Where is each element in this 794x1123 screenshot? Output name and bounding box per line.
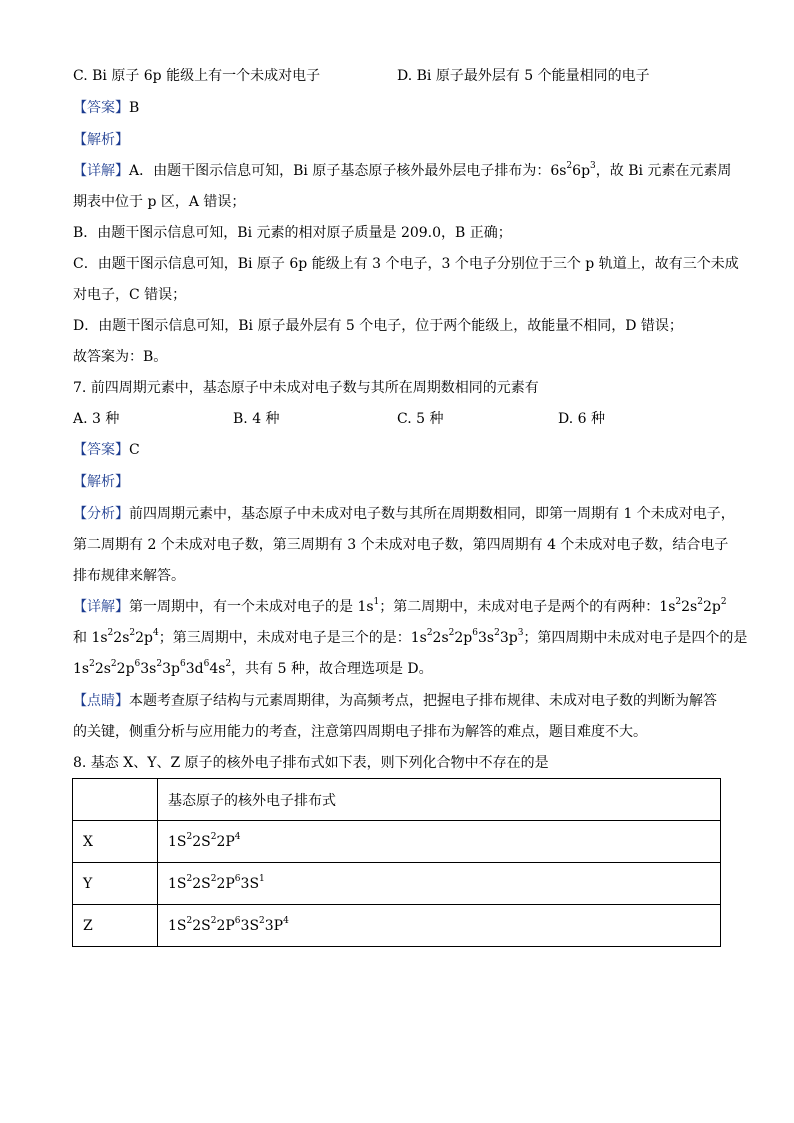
q7-analyze-line3: 排布规律来解答。 <box>73 568 185 584</box>
electron-config-table <box>72 778 721 947</box>
analysis-tag: 【解析】 <box>73 474 129 490</box>
q7-detail-line2: 和 $1s^22s^22p^4$；第三周期中，未成对电子是三个的是：$1s^22s^22p^63s^23p^3$；第四周期中未成对电子是四个的是 <box>73 628 748 646</box>
table-row <box>73 905 721 947</box>
config: $1s^22s^22p^4$ <box>91 628 159 646</box>
q7-analysis-line <box>73 472 129 492</box>
row-label: X <box>73 821 158 863</box>
row-config: $1S^22S^22P^4$ <box>158 821 721 863</box>
table-row <box>73 863 721 905</box>
table-header-cell: 基态原子的核外电子排布式 <box>158 779 721 821</box>
q8-stem: 8. 基态 X、Y、Z 原子的核外电子排布式如下表，则下列化合物中不存在的是 <box>73 755 549 771</box>
q7-option-c: C. 5 种 <box>397 411 444 427</box>
q6-conclusion: 故答案为：B。 <box>73 349 168 365</box>
q7-analyze-line2: 第二周期有 2 个未成对电子数，第三周期有 3 个未成对电子数，第四周期有 4 个未成对电子数，结合电子 <box>73 537 729 553</box>
q6-analysis-line <box>73 130 129 150</box>
table-header-cell <box>73 779 158 821</box>
row-config: $1S^22S^22P^63S^23P^4$ <box>158 905 721 947</box>
answer-value: B <box>129 100 140 116</box>
comment-tag: 【点睛】 <box>73 693 129 709</box>
q7-analyze-line1 <box>73 504 735 524</box>
q6-detail-a-line2: 期表中位于 p 区，A 错误； <box>73 194 246 210</box>
q6-option-c: C. Bi 原子 6p 能级上有一个未成对电子 <box>73 68 321 84</box>
analyze-tag: 【分析】 <box>73 506 129 522</box>
q6-detail-c-line1: C．由题干图示信息可知，Bi 原子 6p 能级上有 3 个电子，3 个电子分别位于三个 p 轨道上，故有三个未成 <box>73 256 739 272</box>
answer-value: C <box>129 442 140 458</box>
analysis-tag: 【解析】 <box>73 132 129 148</box>
detail-a-text: A．由题干图示信息可知，Bi 原子基态原子核外最外层电子排布为： <box>129 163 551 179</box>
config: $1s^22s^22p^63s^23p^3$ <box>410 628 524 646</box>
detail-tag: 【详解】 <box>73 163 129 179</box>
answer-tag: 【答案】 <box>73 442 129 458</box>
q7-option-a: A. 3 种 <box>73 411 120 427</box>
detail-tag: 【详解】 <box>73 599 129 615</box>
table-row <box>73 821 721 863</box>
q7-option-b: B. 4 种 <box>233 411 280 427</box>
q7-option-d: D. 6 种 <box>558 411 605 427</box>
answer-tag: 【答案】 <box>73 100 129 116</box>
q7-answer-line <box>73 440 140 460</box>
q6-detail-a-line1 <box>73 161 731 181</box>
config: $6s^26p^3$ <box>550 161 596 179</box>
q6-detail-d: D．由题干图示信息可知，Bi 原子最外层有 5 个电子，位于两个能级上，故能量不相同，D 错误； <box>73 318 683 334</box>
q6-option-d: D. Bi 原子最外层有 5 个能量相同的电子 <box>397 68 650 84</box>
q6-detail-c-line2: 对电子，C 错误； <box>73 287 187 303</box>
q7-detail-line3: $1s^22s^22p^63s^23p^63d^64s^2$，共有 5 种，故合理选项是 D。 <box>73 659 433 677</box>
q6-answer-line <box>73 98 139 118</box>
q7-comment-line1: 【点睛】本题考查原子结构与元素周期律，为高频考点，把握电子排布规律、未成对电子数的判断为解答 <box>73 693 717 709</box>
analyze-text: 前四周期元素中，基态原子中未成对电子数与其所在周期数相同，即第一周期有 1 个未成对电子， <box>129 506 735 522</box>
config: $1s^22s^22p^63s^23p^63d^64s^2$ <box>73 659 232 677</box>
row-label: Y <box>73 863 158 905</box>
table-header-row <box>73 779 721 821</box>
row-label: Z <box>73 905 158 947</box>
q7-detail-line1: 【详解】第一周期中，有一个未成对电子的是 $1s^1$；第二周期中，未成对电子是两个的有两种：$1s^22s^22p^2$ <box>73 597 727 615</box>
detail-a-post: ，故 Bi 元素在元素周 <box>595 163 732 179</box>
row-config: $1S^22S^22P^63S^1$ <box>158 863 721 905</box>
config: $1s^22s^22p^2$ <box>659 597 727 615</box>
q7-comment-line2: 的关键，侧重分析与应用能力的考查，注意第四周期电子排布为解答的难点，题目难度不大。 <box>73 724 647 740</box>
q6-detail-b: B．由题干图示信息可知，Bi 元素的相对原子质量是 209.0，B 正确； <box>73 225 512 241</box>
q7-stem: 7. 前四周期元素中，基态原子中未成对电子数与其所在周期数相同的元素有 <box>73 380 539 396</box>
